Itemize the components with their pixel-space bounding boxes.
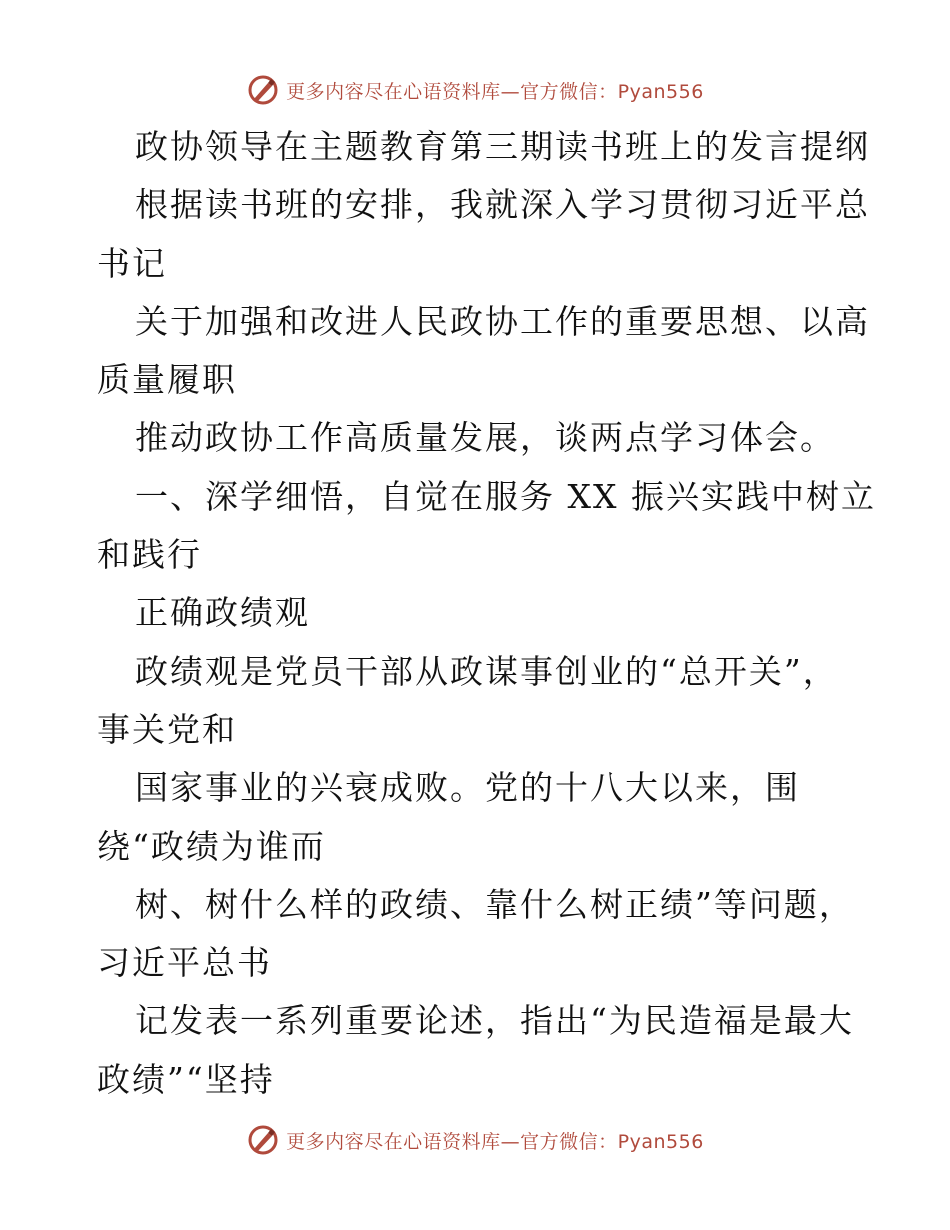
text-line: 国家事业的兴衰成败。党的十八大以来，围 <box>135 768 800 808</box>
text-line: 质量履职 <box>97 360 237 400</box>
footer-banner-text: 更多内容尽在心语资料库—官方微信：Pyan556 <box>286 1130 704 1153</box>
text-line: 绕“政绩为谁而 <box>97 826 326 866</box>
footer-banner <box>0 1120 950 1160</box>
text-line: 和践行 <box>97 535 202 575</box>
text-line: 一、深学细悟，自觉在服务 XX 振兴实践中树立 <box>135 476 876 516</box>
text-line: 推动政协工作高质量发展，谈两点学习体会。 <box>135 418 835 458</box>
text-line: 树、树什么样的政绩、靠什么树正绩”等问题， <box>135 884 854 924</box>
pen-logo-icon <box>246 73 280 107</box>
header-banner-text: 更多内容尽在心语资料库—官方微信：Pyan556 <box>286 80 704 103</box>
pen-logo-icon <box>246 1123 280 1157</box>
document-body <box>97 118 876 1109</box>
text-line: 政绩”“坚持 <box>97 1059 275 1099</box>
text-line: 事关党和 <box>97 709 237 749</box>
text-line: 正确政绩观 <box>135 593 310 633</box>
text-line: 习近平总书 <box>97 943 272 983</box>
text-line: 根据读书班的安排，我就深入学习贯彻习近平总 <box>135 185 870 225</box>
header-banner <box>0 70 950 110</box>
text-line: 记发表一系列重要论述，指出“为民造福是最大 <box>135 1001 854 1041</box>
text-line: 政绩观是党员干部从政谋事创业的“总开关”， <box>135 651 838 691</box>
text-line: 书记 <box>97 243 167 283</box>
text-line: 政协领导在主题教育第三期读书班上的发言提纲 <box>135 127 870 166</box>
text-line: 关于加强和改进人民政协工作的重要思想、以高 <box>135 301 870 341</box>
